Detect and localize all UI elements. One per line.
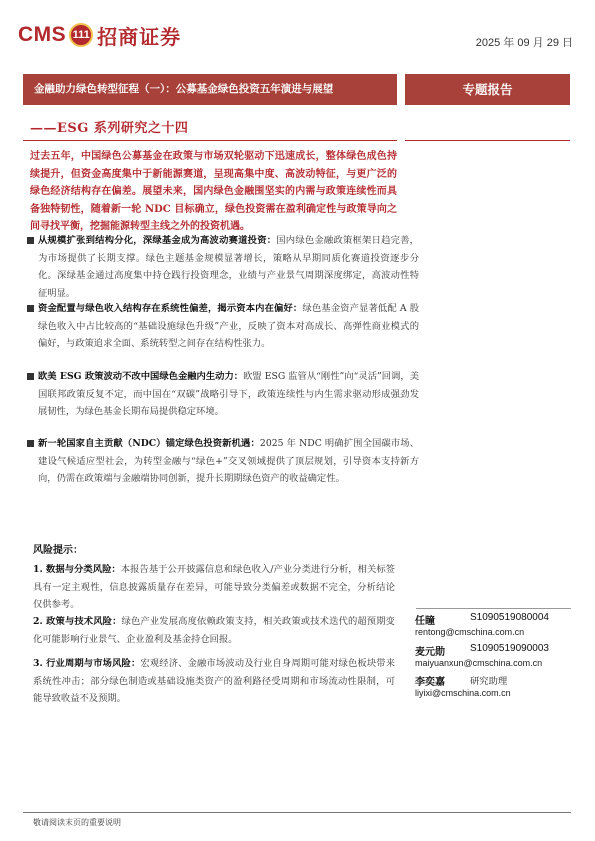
logo-cms-text: CMS xyxy=(18,23,67,46)
report-date: 2025 年 09 月 29 日 xyxy=(475,37,573,49)
analyst-email[interactable]: liyixi@cmschina.com.cn xyxy=(415,688,511,698)
key-point-2 xyxy=(38,300,419,353)
bullet-square-icon xyxy=(27,237,34,244)
analyst-divider xyxy=(416,608,571,609)
analyst-name: 李奕嘉 xyxy=(415,677,445,688)
key-point-text: 国内绿色金融政策框架日趋完善，为市场提供了长期支撑。绿色主题基金规模显著增长，策略从早期同质化赛道投资逐步分化。深绿基金通过高度集中持仓践行投资理念，业绩与产业景气周期深度绑定，高波动性特征明显。 xyxy=(38,235,419,300)
risk-item-text: 绿色产业发展高度依赖政策支持，相关政策或技术迭代的超预期变化可能影响行业景气、企业盈利及基金持仓回报。 xyxy=(33,616,395,645)
risk-item-lead: 3. 行业周期与市场风险： xyxy=(33,658,141,669)
key-point-3 xyxy=(38,368,419,421)
bullet-square-icon xyxy=(27,305,34,312)
key-point-text: 2025 年 NDC 明确扩围全国碳市场、建设气候适应型社会，为转型金融与“绿色+”交叉领域提供了顶层规划，引导资本支持新方向，仍需在政策端与金融端协同创新，提升长期期绿色资产的收益确定性。 xyxy=(38,438,419,485)
report-title-banner: 金融助力绿色转型征程（一）：公募基金绿色投资五年演进与展望 xyxy=(23,74,397,105)
footer-divider xyxy=(23,812,571,813)
key-point-4 xyxy=(38,435,419,488)
key-point-lead: 资金配置与绿色收入结构存在系统性偏差，揭示资本内在偏好： xyxy=(38,303,303,314)
risk-item-lead: 1. 数据与分类风险： xyxy=(33,564,121,575)
analyst-email[interactable]: rentong@cmschina.com.cn xyxy=(415,627,525,637)
risk-item-3 xyxy=(33,655,395,708)
key-point-1 xyxy=(38,232,419,303)
footer-disclaimer: 敬请阅读末页的重要说明 xyxy=(33,818,121,827)
key-point-lead: 欧美 ESG 政策波动不改中国绿色金融内生动力： xyxy=(38,371,244,382)
bullet-square-icon xyxy=(27,373,34,380)
analyst-cert: S1090519090003 xyxy=(470,643,549,654)
company-logo xyxy=(18,20,181,50)
risk-item-2 xyxy=(33,613,395,648)
key-point-lead: 新一轮国家自主贡献（NDC）锚定绿色投资新机遇： xyxy=(38,438,260,449)
analyst-name: 任瞳 xyxy=(415,616,435,627)
analyst-name: 麦元勋 xyxy=(415,647,445,658)
summary-paragraph: 过去五年，中国绿色公募基金在政策与市场双轮驱动下迅速成长，整体绿色成色持续提升，但资金高度集中于新能源赛道，呈现高集中度、高波动特征，与更广泛的绿色经济结构存在偏差。展望未来，国内绿色金融围坚实的内需与政策连续性而具备独特韧性，随着新一轮 NDC 目标确立，绿色投资需在盈利确定性与政策导向之间寻找平衡，挖掘能源转型主线之外的投资机遇。 xyxy=(30,151,397,232)
risk-item-lead: 2. 政策与技术风险： xyxy=(33,616,122,627)
report-type-tag: 专题报告 xyxy=(405,74,570,105)
key-point-lead: 从规模扩张到结构分化，深绿基金成为高波动赛道投资： xyxy=(38,235,277,246)
risk-heading: 风险提示： xyxy=(33,545,83,556)
key-point-text: 绿色基金资产显著低配 A 股绿色收入中占比较高的“基础设施绿色升级”产业，反映了资本对高成长、高弹性商业模式的偏好，与政策追求全面、系统转型之间存在结构性张力。 xyxy=(38,303,419,350)
series-subtitle: ——ESG 系列研究之十四 xyxy=(30,121,189,136)
key-point-text: 欧盟 ESG 监管从“刚性”向“灵活”回调，美国联邦政策反复不定，而中国在“双碳”战略引导下，政策连续性与内生需求驱动形成强劲发展韧性，为绿色基金长期布局提供稳定环境。 xyxy=(38,371,419,418)
logo-chinese-name: 招商证券 xyxy=(97,24,182,49)
risk-item-text: 本报告基于公开披露信息和绿色收入/产业分类进行分析，相关标签具有一定主观性，信息披露质量存在差异，可能导致分类偏差或数据不完全，分析结论仅供参考。 xyxy=(33,564,395,611)
bullet-square-icon xyxy=(27,440,34,447)
analyst-role: 研究助理 xyxy=(470,676,508,687)
divider-left xyxy=(23,140,397,141)
analyst-cert: S1090519080004 xyxy=(470,612,549,623)
risk-item-text: 宏观经济、金融市场波动及行业自身周期可能对绿色板块带来系统性冲击；部分绿色制造或基础设施类资产的盈利路径受周期和市场流动性限制，可能导致收益不及预期。 xyxy=(33,658,395,705)
analyst-email[interactable]: maiyuanxun@cmschina.com.cn xyxy=(415,658,543,668)
logo-badge-icon: 111 xyxy=(69,23,93,47)
risk-item-1 xyxy=(33,561,395,614)
divider-right xyxy=(405,140,570,141)
